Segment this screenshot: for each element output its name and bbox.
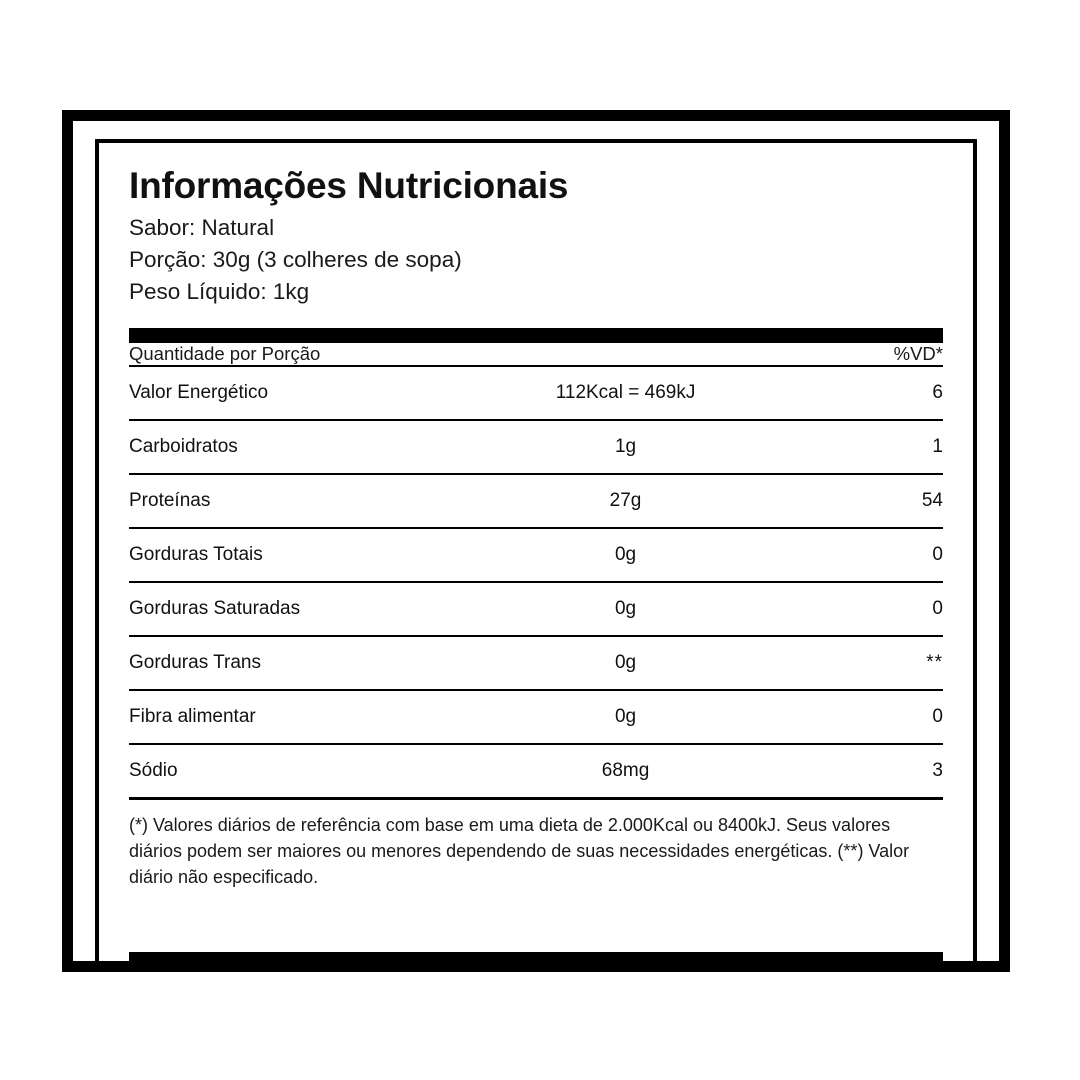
table-header-spacer	[455, 343, 797, 366]
table-row	[129, 582, 943, 636]
page-title: Informações Nutricionais	[129, 165, 569, 206]
row-name: Gorduras Trans	[129, 636, 455, 690]
label-closing-divider	[129, 952, 943, 961]
row-value: 0g	[455, 636, 797, 690]
row-dv: 0	[796, 582, 943, 636]
row-value: 112Kcal = 469kJ	[455, 366, 797, 420]
footnote-text: (*) Valores diários de referência com base em uma dieta de 2.000Kcal ou 8400kJ. Seus valores diários podem ser maiores ou menores dependendo de suas necessidades energéticas. (**) Valor diário não especificado.	[129, 815, 910, 888]
table-row	[129, 528, 943, 582]
row-value: 68mg	[455, 744, 797, 797]
row-value: 1g	[455, 420, 797, 474]
row-dv: 0	[796, 690, 943, 744]
table-row	[129, 690, 943, 744]
row-value: 0g	[455, 690, 797, 744]
row-name: Gorduras Totais	[129, 528, 455, 582]
row-dv: 54	[796, 474, 943, 528]
table-bottom-divider	[129, 797, 943, 800]
row-name: Sódio	[129, 744, 455, 797]
row-name: Valor Energético	[129, 366, 455, 420]
nutrition-label-inner-frame	[95, 139, 977, 961]
row-dv: 0	[796, 528, 943, 582]
row-dv: 1	[796, 420, 943, 474]
table-row	[129, 420, 943, 474]
row-name: Proteínas	[129, 474, 455, 528]
row-dv: 3	[796, 744, 943, 797]
table-header-quantity: Quantidade por Porção	[129, 343, 321, 365]
portion-line: Porção: 30g (3 colheres de sopa)	[129, 247, 462, 273]
row-dv: **	[796, 636, 943, 690]
flavor-line: Sabor: Natural	[129, 215, 275, 241]
nutrition-label-outer-frame	[62, 110, 1010, 972]
header-thick-divider	[129, 328, 943, 343]
row-name: Fibra alimentar	[129, 690, 455, 744]
table-row	[129, 474, 943, 528]
net-weight-line: Peso Líquido: 1kg	[129, 279, 310, 305]
nutrition-table	[129, 343, 943, 797]
row-dv: 6	[796, 366, 943, 420]
table-header-dv: %VD*	[893, 343, 943, 365]
row-name: Carboidratos	[129, 420, 455, 474]
table-row	[129, 366, 943, 420]
row-name: Gorduras Saturadas	[129, 582, 455, 636]
row-value: 0g	[455, 582, 797, 636]
table-row	[129, 636, 943, 690]
table-row	[129, 744, 943, 797]
row-value: 27g	[455, 474, 797, 528]
row-value: 0g	[455, 528, 797, 582]
table-header-row	[129, 343, 943, 366]
